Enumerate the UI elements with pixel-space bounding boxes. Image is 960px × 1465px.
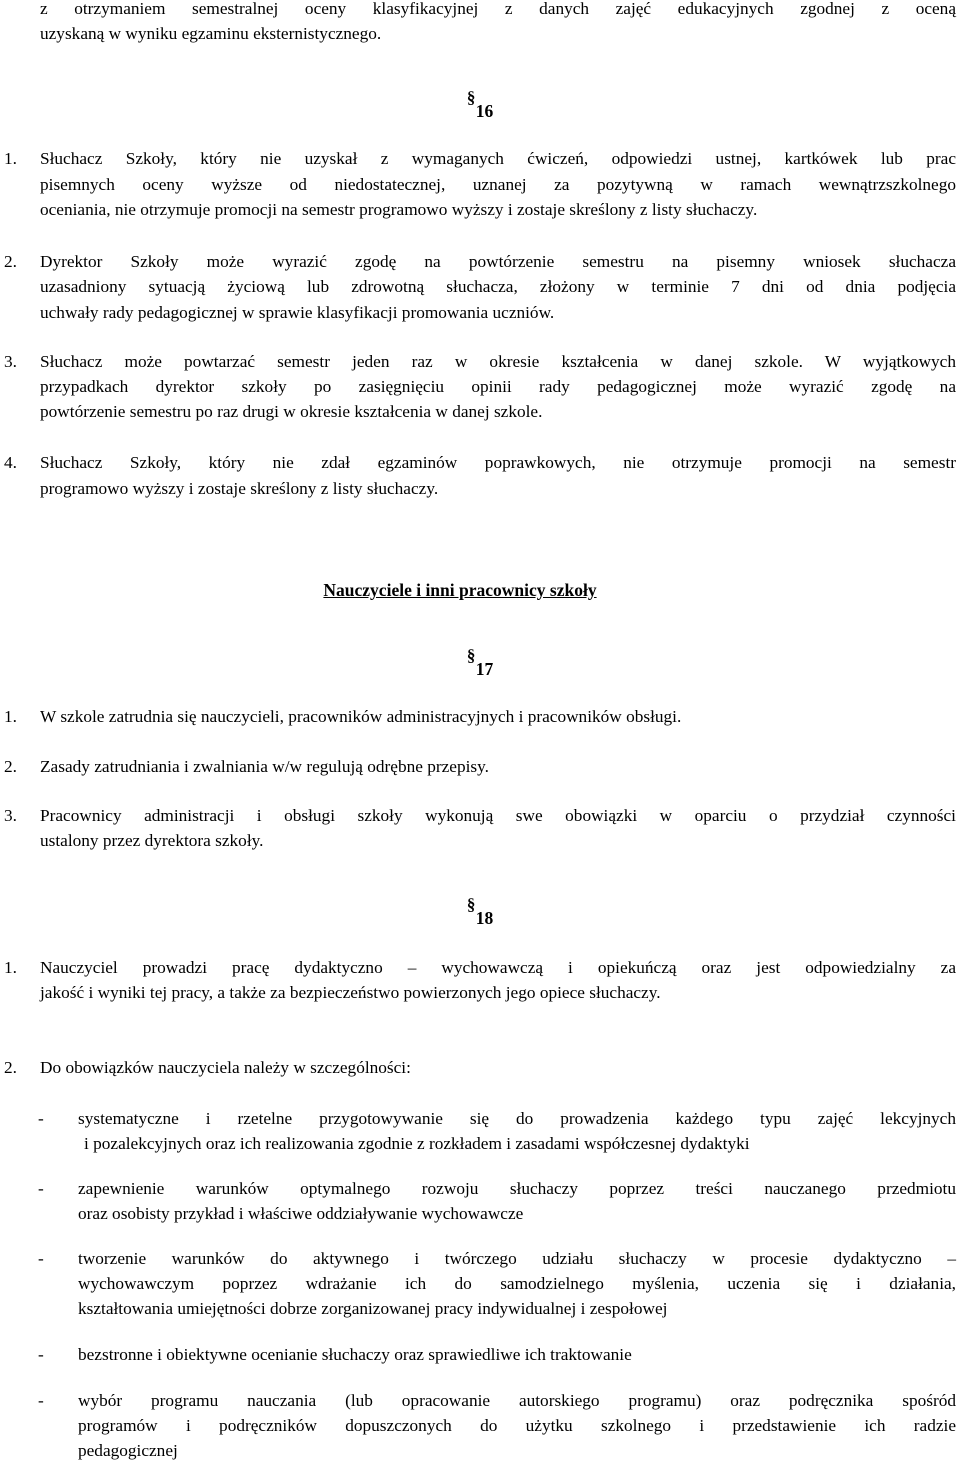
text-line: z otrzymaniem semestralnej oceny klasyfikacyjnej z danych zajęć edukacyjnych zgodnej z oceną [40, 0, 956, 18]
paragraph-number: 2. [4, 757, 17, 776]
text-line: Pracownicy administracji i obsługi szkoły wykonują swe obowiązki w oparciu o przydział czynności [40, 806, 956, 825]
text-line: Nauczyciel prowadzi pracę dydaktyczno – wychowawczą i opiekuńczą oraz jest odpowiedzialny za [40, 958, 956, 977]
list-item-line: kształtowania umiejętności dobrze zorganizowanej pracy indywidualnej i zespołowej [78, 1299, 668, 1318]
list-item-line: programów i podręczników dopuszczonych do użytku szkolnego i przedstawienie ich radzie [78, 1416, 956, 1435]
text-line: uchwały rady pedagogicznej w sprawie klasyfikacji promowania uczniów. [40, 303, 555, 322]
section-symbol-icon: § [466, 646, 476, 665]
list-dash: - [38, 1249, 44, 1268]
section-symbol-icon: § [466, 88, 476, 107]
paragraph-number: 1. [4, 149, 17, 168]
text-line: powtórzenie semestru po raz drugi w okresie kształcenia w danej szkole. [40, 402, 543, 421]
section-number-value: 18 [475, 908, 494, 928]
text-line: uzasadniony sytuacją życiową lub zdrowotną słuchacza, złożony w terminie 7 dni od dnia podjęcia [40, 277, 956, 296]
text-line: Słuchacz Szkoły, który nie uzyskał z wymaganych ćwiczeń, odpowiedzi ustnej, kartkówek lub prac [40, 149, 956, 168]
list-item-line: zapewnienie warunków optymalnego rozwoju słuchaczy poprzez treści nauczanego przedmiotu [78, 1179, 956, 1198]
text-line: Słuchacz Szkoły, który nie zdał egzaminów poprawkowych, nie otrzymuje promocji na semestr [40, 453, 956, 472]
text-line: Dyrektor Szkoły może wyrazić zgodę na powtórzenie semestru na pisemny wniosek słuchacza [40, 252, 956, 271]
text-line: uzyskaną w wyniku egzaminu eksternistycznego. [40, 24, 382, 43]
text-line: przypadkach dyrektor szkoły po zasięgnięciu opinii rady pedagogicznej może wyrazić zgodę na [40, 377, 956, 396]
chapter-heading-text: Nauczyciele i inni pracownicy szkoły [323, 580, 597, 600]
text-line: Do obowiązków nauczyciela należy w szczególności: [40, 1058, 411, 1077]
section-number [0, 895, 960, 932]
paragraph-number: 4. [4, 453, 17, 472]
list-dash: - [38, 1109, 44, 1128]
section-number [0, 646, 960, 683]
list-item-line: i pozalekcyjnych oraz ich realizowania zgodnie z rozkładem i zasadami współczesnej dydaktyki [84, 1134, 750, 1153]
text-line: jakość i wyniki tej pracy, a także za bezpieczeństwo powierzonych jego opiece słuchaczy. [40, 983, 661, 1002]
text-line: Zasady zatrudniania i zwalniania w/w regulują odrębne przepisy. [40, 757, 489, 776]
text-line: Słuchacz może powtarzać semestr jeden raz w okresie kształcenia w danej szkole. W wyjątkowych [40, 352, 956, 371]
list-dash: - [38, 1391, 44, 1410]
section-symbol-icon: § [466, 895, 476, 914]
text-line: pisemnych oceny wyższe od niedostatecznej, uznanej za pozytywną w ramach wewnątrzszkolnego [40, 175, 956, 194]
list-item-line: systematyczne i rzetelne przygotowywanie się do prowadzenia każdego typu zajęć lekcyjnych [78, 1109, 956, 1128]
list-dash: - [38, 1345, 44, 1364]
list-item-line: wychowawczym poprzez wdrażanie ich do samodzielnego myślenia, uczenia się i działania, [78, 1274, 956, 1293]
section-number [0, 88, 960, 125]
paragraph-number: 1. [4, 707, 17, 726]
section-number-value: 16 [475, 101, 494, 121]
paragraph-number: 1. [4, 958, 17, 977]
list-item-line: tworzenie warunków do aktywnego i twórczego udziału słuchaczy w procesie dydaktyczno – [78, 1249, 956, 1268]
list-item-line: wybór programu nauczania (lub opracowanie autorskiego programu) oraz podręcznika spośród [78, 1391, 956, 1410]
paragraph-number: 2. [4, 1058, 17, 1077]
text-line: programowo wyższy i zostaje skreślony z listy słuchaczy. [40, 479, 439, 498]
list-dash: - [38, 1179, 44, 1198]
chapter-heading [0, 577, 920, 603]
list-item-line: oraz osobisty przykład i właściwe oddziaływanie wychowawcze [78, 1204, 524, 1223]
list-item-line: bezstronne i obiektywne ocenianie słuchaczy oraz sprawiedliwe ich traktowanie [78, 1345, 632, 1364]
text-line: ustalony przez dyrektora szkoły. [40, 831, 264, 850]
list-item-line: pedagogicznej [78, 1441, 178, 1460]
text-line: W szkole zatrudnia się nauczycieli, pracowników administracyjnych i pracowników obsługi. [40, 707, 682, 726]
paragraph-number: 3. [4, 352, 17, 371]
text-line: oceniania, nie otrzymuje promocji na semestr programowo wyższy i zostaje skreślony z listy słuchaczy. [40, 200, 758, 219]
paragraph-number: 2. [4, 252, 17, 271]
section-number-value: 17 [475, 659, 494, 679]
paragraph-number: 3. [4, 806, 17, 825]
